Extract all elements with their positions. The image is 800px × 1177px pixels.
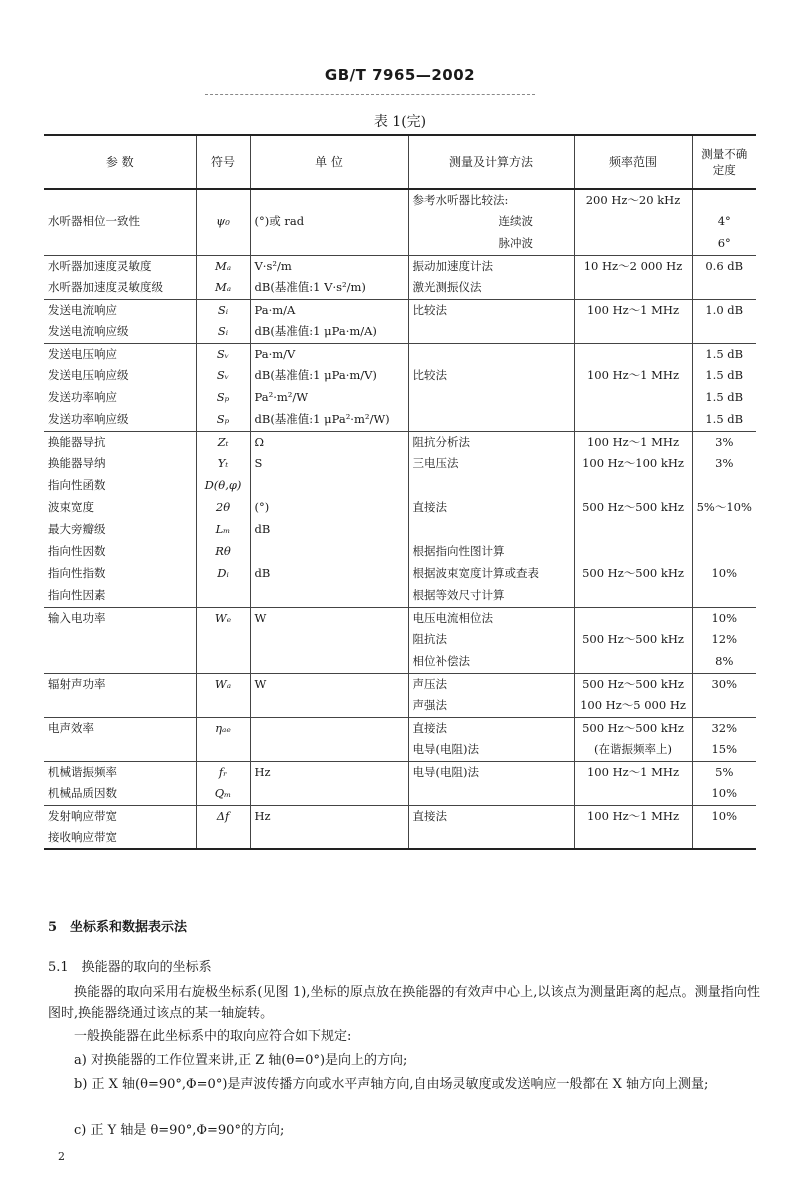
cell-unit: dB <box>250 563 408 585</box>
cell-method: 声压法 <box>408 673 574 695</box>
cell-unit: W <box>250 607 408 629</box>
cell-method: 激光测振仪法 <box>408 277 574 299</box>
cell-frequency-range: 500 Hz～500 kHz <box>574 673 692 695</box>
cell-symbol: Lₘ <box>196 519 250 541</box>
cell-frequency-range <box>574 783 692 805</box>
table-row <box>44 783 756 805</box>
cell-unit <box>250 475 408 497</box>
table-row <box>44 211 756 233</box>
table-row <box>44 761 756 783</box>
col-header-param: 参 数 <box>44 135 196 189</box>
cell-unit: Hz <box>250 761 408 783</box>
cell-frequency-range: 500 Hz～500 kHz <box>574 563 692 585</box>
cell-method <box>408 519 574 541</box>
cell-unit: dB(基准值:1 μPa·m/A) <box>250 321 408 343</box>
cell-parameter: 电声效率 <box>48 720 94 735</box>
table-row <box>44 343 756 365</box>
cell-uncertainty <box>692 585 756 607</box>
col-header-unit: 单 位 <box>250 135 408 189</box>
col-header-method: 测量及计算方法 <box>408 135 574 189</box>
cell-parameter: 发送功率响应 <box>48 390 117 405</box>
cell-parameter: 发送电压响应 <box>48 346 117 361</box>
cell-parameter: 换能器导抗 <box>48 434 106 449</box>
cell-symbol: Wₐ <box>196 673 250 695</box>
table-row <box>44 431 756 453</box>
table-row <box>44 827 756 849</box>
cell-parameter: 指向性因数 <box>48 544 106 559</box>
table-row <box>44 585 756 607</box>
cell-unit <box>250 233 408 255</box>
cell-method: 比较法 <box>408 299 574 321</box>
cell-uncertainty: 1.0 dB <box>692 299 756 321</box>
table-row <box>44 189 756 211</box>
cell-symbol <box>196 651 250 673</box>
cell-frequency-range <box>574 541 692 563</box>
cell-parameter <box>44 189 196 211</box>
cell-method <box>408 783 574 805</box>
cell-unit <box>250 739 408 761</box>
cell-method <box>408 475 574 497</box>
table-row <box>44 541 756 563</box>
cell-frequency-range: (在谐振频率上) <box>574 739 692 761</box>
cell-uncertainty: 8% <box>692 651 756 673</box>
cell-unit: dB <box>250 519 408 541</box>
cell-unit: Ω <box>250 431 408 453</box>
table-row <box>44 255 756 277</box>
cell-method: 根据等效尺寸计算 <box>408 585 574 607</box>
cell-frequency-range <box>574 387 692 409</box>
cell-frequency-range <box>574 585 692 607</box>
cell-uncertainty: 1.5 dB <box>692 409 756 431</box>
cell-method: 电导(电阻)法 <box>408 739 574 761</box>
cell-symbol: Sₚ <box>196 387 250 409</box>
cell-method <box>408 387 574 409</box>
table-row <box>44 519 756 541</box>
cell-unit <box>250 827 408 849</box>
cell-uncertainty <box>692 519 756 541</box>
cell-parameter: 波束宽度 <box>48 500 94 515</box>
cell-parameter: 机械品质因数 <box>44 783 196 805</box>
cell-frequency-range: 10 Hz～2 000 Hz <box>574 255 692 277</box>
cell-frequency-range: 100 Hz～1 MHz <box>574 431 692 453</box>
cell-unit: dB(基准值:1 μPa²·m²/W) <box>250 409 408 431</box>
col-header-symbol: 符号 <box>196 135 250 189</box>
cell-unit: W <box>250 673 408 695</box>
cell-uncertainty: 1.5 dB <box>692 365 756 387</box>
paragraph-orientation-rules: 一般换能器在此坐标系中的取向应符合如下规定: <box>74 1029 352 1044</box>
cell-frequency-range: 100 Hz～1 MHz <box>574 761 692 783</box>
list-item-b: b) 正 X 轴(θ=90°,Φ=0°)是声波传播方向或水平声轴方向,自由场灵敏度或发送响应一般都在 X 轴方向上测量; <box>74 1077 709 1092</box>
cell-method <box>408 827 574 849</box>
cell-uncertainty: 5%～10% <box>692 497 756 519</box>
cell-symbol <box>196 827 250 849</box>
cell-method: 振动加速度计法 <box>408 255 574 277</box>
cell-method: 三电压法 <box>408 453 574 475</box>
table-row <box>44 717 756 739</box>
cell-method <box>408 409 574 431</box>
cell-symbol: Dᵢ <box>196 563 250 585</box>
list-item-c: c) 正 Y 轴是 θ=90°,Φ=90°的方向; <box>74 1123 285 1138</box>
cell-symbol <box>196 189 250 211</box>
cell-method: 阻抗分析法 <box>408 431 574 453</box>
cell-symbol <box>196 695 250 717</box>
cell-parameter: 水听器加速度灵敏度级 <box>44 277 196 299</box>
cell-symbol <box>196 739 250 761</box>
cell-parameter: 辐射声功率 <box>48 676 106 691</box>
table-row <box>44 299 756 321</box>
cell-unit: V·s²/m <box>250 255 408 277</box>
cell-unit <box>250 695 408 717</box>
cell-method: 声强法 <box>408 695 574 717</box>
table-row <box>44 629 756 651</box>
cell-uncertainty: 6° <box>692 233 756 255</box>
cell-method: 相位补偿法 <box>408 651 574 673</box>
cell-symbol <box>196 233 250 255</box>
cell-uncertainty: 10% <box>692 607 756 629</box>
section-5-heading: 5 坐标系和数据表示法 <box>48 920 188 935</box>
cell-frequency-range <box>574 475 692 497</box>
cell-uncertainty <box>692 321 756 343</box>
table-row <box>44 607 756 629</box>
cell-parameter: 发送电压响应级 <box>48 368 129 383</box>
cell-frequency-range: 100 Hz～1 MHz <box>574 365 692 387</box>
cell-uncertainty: 10% <box>692 563 756 585</box>
table-row <box>44 409 756 431</box>
list-item-a: a) 对换能器的工作位置来讲,正 Z 轴(θ=0°)是向上的方向; <box>74 1053 408 1068</box>
cell-unit <box>250 189 408 211</box>
cell-unit <box>250 783 408 805</box>
cell-unit <box>250 651 408 673</box>
cell-unit: dB(基准值:1 μPa·m/V) <box>250 365 408 387</box>
cell-symbol: D(θ,φ) <box>196 475 250 497</box>
cell-unit: Hz <box>250 805 408 827</box>
cell-parameter: 水听器加速度灵敏度 <box>48 258 152 273</box>
cell-method: 电压电流相位法 <box>408 607 574 629</box>
cell-frequency-range: 100 Hz～1 MHz <box>574 805 692 827</box>
cell-uncertainty: 4° <box>692 211 756 233</box>
table-caption: 表 1(完) <box>373 114 427 130</box>
cell-symbol: Sᵥ <box>196 365 250 387</box>
cell-parameter <box>44 651 196 673</box>
cell-frequency-range: 500 Hz～500 kHz <box>574 629 692 651</box>
cell-frequency-range: 100 Hz～5 000 Hz <box>574 695 692 717</box>
header-rule <box>205 94 535 95</box>
col-header-accuracy: 测量不确定度 <box>692 135 756 189</box>
cell-frequency-range: 200 Hz～20 kHz <box>574 189 692 211</box>
table-row <box>44 651 756 673</box>
cell-uncertainty: 1.5 dB <box>692 343 756 365</box>
cell-method: 脉冲波 <box>408 233 574 255</box>
cell-symbol: Zₜ <box>196 431 250 453</box>
table-row <box>44 475 756 497</box>
cell-method: 直接法 <box>408 805 574 827</box>
cell-uncertainty: 32% <box>692 717 756 739</box>
page-number: 2 <box>58 1150 65 1163</box>
cell-parameter: 水听器相位一致性 <box>48 214 140 229</box>
cell-uncertainty: 10% <box>692 783 756 805</box>
cell-method <box>408 321 574 343</box>
cell-frequency-range: 500 Hz～500 kHz <box>574 717 692 739</box>
cell-parameter <box>44 739 196 761</box>
table-row <box>44 497 756 519</box>
cell-symbol: Rθ <box>196 541 250 563</box>
cell-uncertainty <box>692 189 756 211</box>
table-row <box>44 365 756 387</box>
cell-symbol: Sₚ <box>196 409 250 431</box>
table-row <box>44 387 756 409</box>
cell-frequency-range: 100 Hz～1 MHz <box>574 299 692 321</box>
cell-parameter <box>44 695 196 717</box>
cell-parameter: 指向性指数 <box>48 566 106 581</box>
cell-uncertainty <box>692 541 756 563</box>
cell-symbol: Mₐ <box>196 255 250 277</box>
cell-parameter: 指向性函数 <box>48 478 106 493</box>
cell-uncertainty: 5% <box>692 761 756 783</box>
cell-method: 电导(电阻)法 <box>408 761 574 783</box>
standard-number: GB/T 7965—2002 <box>324 66 476 84</box>
cell-parameter: 机械谐振频率 <box>48 764 117 779</box>
table-row <box>44 563 756 585</box>
cell-frequency-range <box>574 827 692 849</box>
col-header-range: 频率范围 <box>574 135 692 189</box>
cell-uncertainty <box>692 475 756 497</box>
cell-symbol: Sᵥ <box>196 343 250 365</box>
table-row <box>44 673 756 695</box>
cell-frequency-range <box>574 321 692 343</box>
cell-uncertainty <box>692 695 756 717</box>
cell-unit: dB(基准值:1 V·s²/m) <box>250 277 408 299</box>
cell-frequency-range <box>574 651 692 673</box>
cell-method: 参考水听器比较法: <box>408 189 574 211</box>
cell-parameter: 发送电流响应 <box>48 302 117 317</box>
cell-unit: Pa·m/V <box>250 343 408 365</box>
table-row <box>44 321 756 343</box>
cell-unit <box>250 629 408 651</box>
table-row <box>44 453 756 475</box>
cell-symbol: Sᵢ <box>196 321 250 343</box>
cell-unit <box>250 717 408 739</box>
cell-frequency-range <box>574 607 692 629</box>
cell-uncertainty: 10% <box>692 805 756 827</box>
cell-unit <box>250 541 408 563</box>
cell-symbol <box>196 629 250 651</box>
cell-uncertainty: 3% <box>692 431 756 453</box>
cell-symbol: Yₜ <box>196 453 250 475</box>
parameter-table <box>44 134 756 850</box>
table-row <box>44 805 756 827</box>
cell-symbol: 2θ <box>196 497 250 519</box>
cell-uncertainty <box>692 277 756 299</box>
cell-method: 根据波束宽度计算或查表 <box>408 563 574 585</box>
cell-parameter: 发射响应带宽 <box>48 808 117 823</box>
table-row <box>44 695 756 717</box>
cell-uncertainty: 15% <box>692 739 756 761</box>
cell-symbol: Sᵢ <box>196 299 250 321</box>
cell-parameter: 指向性因素 <box>44 585 196 607</box>
cell-parameter: 最大旁瓣级 <box>48 522 106 537</box>
paragraph-coordinate-system: 换能器的取向采用右旋极坐标系(见图 1),坐标的原点放在换能器的有效声中心上,以该点为测量距离的起点。测量指向性图时,换能器绕通过该点的某一轴旋转。 <box>48 985 760 1022</box>
table-body <box>44 189 756 849</box>
cell-parameter: 输入电功率 <box>48 610 106 625</box>
cell-method: 比较法 <box>408 365 574 387</box>
cell-unit: Pa²·m²/W <box>250 387 408 409</box>
cell-uncertainty: 30% <box>692 673 756 695</box>
cell-symbol: Δf <box>196 805 250 827</box>
cell-unit: (°)或 rad <box>250 211 408 233</box>
cell-unit: Pa·m/A <box>250 299 408 321</box>
cell-frequency-range: 500 Hz～500 kHz <box>574 497 692 519</box>
cell-frequency-range <box>574 409 692 431</box>
cell-parameter: 发送功率响应级 <box>44 409 196 431</box>
cell-symbol: fᵣ <box>196 761 250 783</box>
cell-frequency-range: 100 Hz～100 kHz <box>574 453 692 475</box>
cell-symbol: Wₑ <box>196 607 250 629</box>
section-5-1-heading: 5.1 换能器的取向的坐标系 <box>48 960 212 975</box>
cell-method: 根据指向性图计算 <box>408 541 574 563</box>
cell-symbol: ψ₀ <box>196 211 250 233</box>
cell-symbol: Mₐ <box>196 277 250 299</box>
cell-symbol <box>196 585 250 607</box>
cell-frequency-range <box>574 211 692 233</box>
cell-uncertainty: 3% <box>692 453 756 475</box>
cell-method <box>408 343 574 365</box>
table-row <box>44 739 756 761</box>
cell-uncertainty: 1.5 dB <box>692 387 756 409</box>
cell-unit <box>250 585 408 607</box>
cell-unit: S <box>250 453 408 475</box>
table-row <box>44 277 756 299</box>
cell-parameter <box>44 233 196 255</box>
cell-symbol: Qₘ <box>196 783 250 805</box>
cell-frequency-range <box>574 277 692 299</box>
cell-uncertainty: 0.6 dB <box>692 255 756 277</box>
table-header-row <box>44 135 756 189</box>
cell-parameter <box>44 629 196 651</box>
cell-method: 直接法 <box>408 497 574 519</box>
cell-method: 直接法 <box>408 717 574 739</box>
cell-frequency-range <box>574 233 692 255</box>
cell-method: 连续波 <box>408 211 574 233</box>
cell-symbol: ηₐₑ <box>196 717 250 739</box>
table-row <box>44 233 756 255</box>
cell-frequency-range <box>574 519 692 541</box>
cell-uncertainty: 12% <box>692 629 756 651</box>
cell-parameter: 换能器导纳 <box>48 456 106 471</box>
cell-uncertainty <box>692 827 756 849</box>
cell-method: 阻抗法 <box>408 629 574 651</box>
cell-parameter: 发送电流响应级 <box>44 321 196 343</box>
cell-frequency-range <box>574 343 692 365</box>
cell-parameter: 接收响应带宽 <box>44 827 196 849</box>
cell-unit: (°) <box>250 497 408 519</box>
